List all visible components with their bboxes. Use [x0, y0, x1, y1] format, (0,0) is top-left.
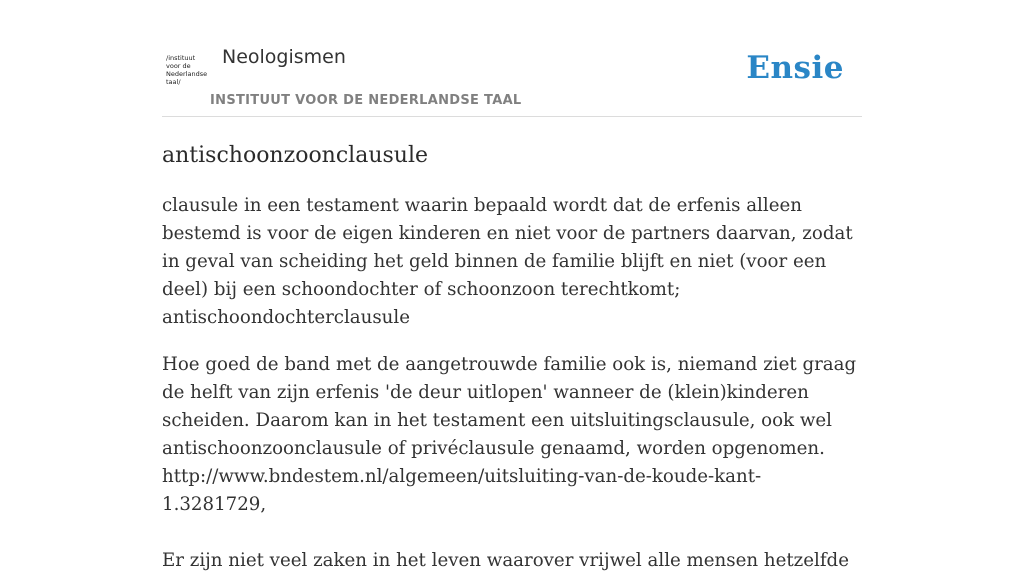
logo-line: taal/	[166, 78, 181, 86]
logo-line: /instituut	[166, 54, 196, 62]
page	[162, 0, 862, 575]
example-quote: Hoe goed de band met de aangetrouwde familie ook is, niemand ziet graag de helft van zijn erfenis 'de deur uitlopen' wanneer de (klein)kinderen scheiden. Daarom kan in het testament een uitsluitingsclausule, ook wel antischoonzoonclausule of privéclausule genaamd, worden opgenomen. http://www.bndestem.nl/algemeen/uitsluiting-van-de-koude-kant-1.3281729,	[162, 354, 857, 515]
example-quotes	[162, 351, 862, 575]
ensie-logo[interactable]: Ensie	[746, 50, 844, 86]
ivdnt-logo[interactable]	[166, 54, 208, 90]
example-quote: Er zijn niet veel zaken in het leven waarover vrijwel alle mensen hetzelfde	[162, 550, 849, 571]
logo-line: Nederlandse	[166, 70, 208, 78]
header	[162, 0, 862, 117]
logo-line: voor de	[166, 62, 191, 70]
page-title: antischoonzoonclausule	[162, 143, 429, 168]
institute-name: INSTITUUT VOOR DE NEDERLANDSE TAAL	[210, 93, 522, 108]
site-title[interactable]: Neologismen	[222, 46, 346, 68]
definition-text: clausule in een testament waarin bepaald wordt dat de erfenis alleen bestemd is voor de eigen kinderen en niet voor de partners daarvan, zodat in geval van scheiding het geld binnen de familie blijft en niet (voor een deel) bij een schoondochter of schoonzoon terechtkomt; antischoondochterclausule	[162, 195, 853, 328]
